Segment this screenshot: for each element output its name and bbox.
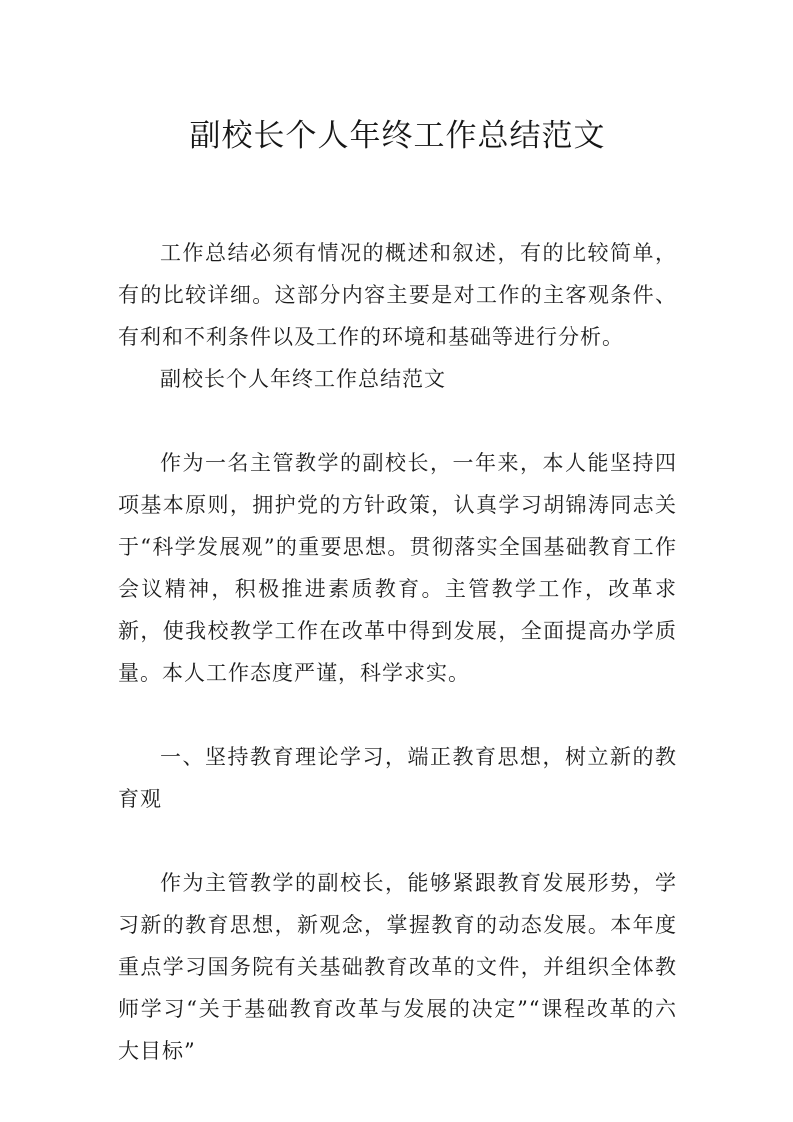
document-title: 副校长个人年终工作总结范文 (189, 118, 606, 154)
section-heading-1: 一、坚持教育理论学习，端正教育思想，树立新的教育观 (118, 745, 677, 811)
paragraph-overview: 作为一名主管教学的副校长，一年来，本人能坚持四项基本原则，拥护党的方针政策，认真学习胡锦涛同志关于“科学发展观”的重要思想。贯彻落实全国基础教育工作会议精神，积极推进素质教育。主管教学工作，改革求新，使我校教学工作在改革中得到发展，全面提高办学质量。本人工作态度严谨，科学求实。 (118, 451, 677, 685)
paragraph-subtitle: 副校长个人年终工作总结范文 (160, 367, 446, 391)
paragraph-section-1-body: 作为主管教学的副校长，能够紧跟教育发展形势，学习新的教育思想，新观念，掌握教育的动态发展。本年度重点学习国务院有关基础教育改革的文件，并组织全体教师学习“关于基础教育改革与发展的决定”“课程改革的六大目标” (118, 871, 677, 1063)
paragraph-intro: 工作总结必须有情况的概述和叙述，有的比较简单，有的比较详细。这部分内容主要是对工作的主客观条件、有利和不利条件以及工作的环境和基础等进行分析。 (118, 241, 677, 349)
